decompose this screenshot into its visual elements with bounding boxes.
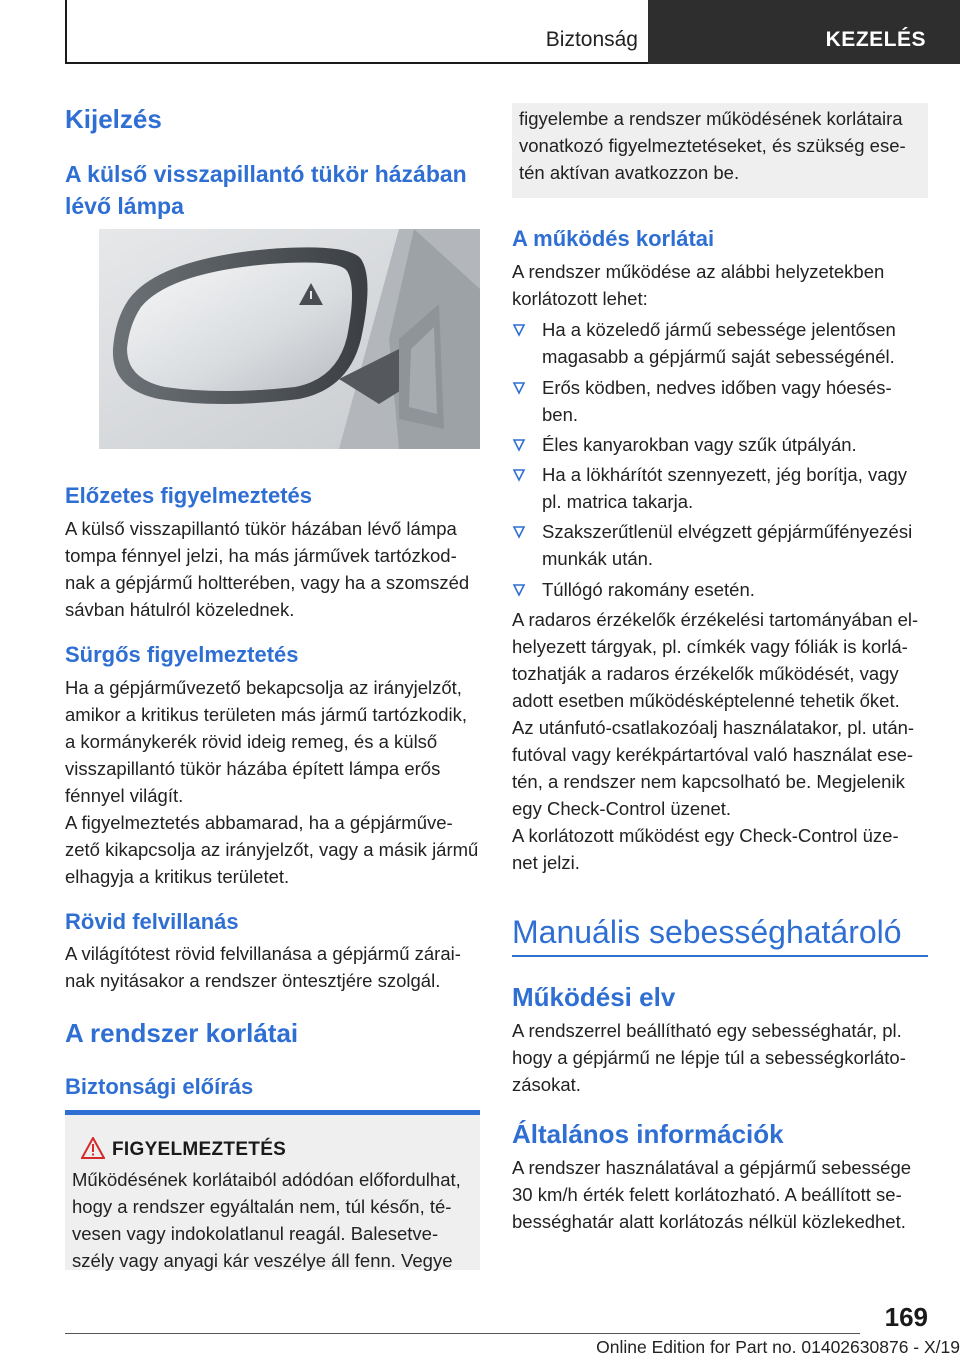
warning-box-continued: [512, 103, 928, 198]
footer-rule: [65, 1333, 860, 1334]
paragraph-surgos-2: A figyelmeztetés abbamarad, ha a gépjárműve- zető kikapcsolja az irányjelzőt, vagy a másik jármű elhagyja a kritikus területet.: [65, 812, 479, 887]
heading-kijelzes: Kijelzés: [65, 104, 162, 134]
mirror-photo: [99, 229, 480, 449]
heading-rendszer-korlatai: A rendszer korlátai: [65, 1018, 299, 1048]
list-item: Éles kanyarokban vagy szűk útpályán.: [512, 431, 928, 458]
heading-elozetes: Előzetes figyelmeztetés: [65, 483, 312, 508]
warning-box: [65, 1115, 480, 1270]
warning-title: FIGYELMEZTETÉS: [112, 1139, 287, 1160]
warning-text: Működésének korlátaiból adódóan előfordulhat, hogy a rendszer egyáltalán nem, túl későn, té- vesen vagy indokolatlanul reagál. Balesetve- szély vagy anyagi kár veszélye áll fenn. Vegye: [72, 1169, 461, 1271]
warning-text-continued: figyelembe a rendszer működésének korlátaira vonatkozó figyelmeztetéseket, és szükség ese- tén aktívan avatkozzon be.: [519, 108, 906, 183]
paragraph-rovid: A világítótest rövid felvillanása a gépjármű zárai- nak nyitásakor a rendszer öntesztjére szolgál.: [65, 943, 461, 991]
heading-surgos: Sürgős figyelmeztetés: [65, 642, 299, 667]
list-item: Túllógó rakomány esetén.: [512, 576, 928, 603]
heading-mukodes-korlatai: A működés korlátai: [512, 226, 715, 251]
heading-underline: [512, 955, 928, 957]
paragraph-surgos-1: Ha a gépjárművezető bekapcsolja az irányjelzőt, amikor a kritikus területen más jármű tartózkodik, a kormánykerék rövid ideig remeg, és a külső visszapillantó tükör házába épített lámpa erős fénnyel világít.: [65, 677, 467, 806]
paragraph-elozetes: A külső visszapillantó tükör házában lévő lámpa tompa fénnyel jelzi, ha más járművek tartózkod- nak a gépjármű holtterében, vagy ha a szomszéd sávban hátulról közelednek.: [65, 518, 470, 620]
list-item: Ha a közeledő jármű sebessége jelentősen magasabb a gépjármű saját sebességénél.: [512, 316, 928, 370]
list-item: Szakszerűtlenül elvégzett gépjárműfényezési munkák után.: [512, 518, 928, 572]
paragraph-utanfuto: Az utánfutó-csatlakozóalj használatakor, pl. után- futóval vagy kerékpártartóval való használat ese- tén, a rendszer nem kapcsolható be. Megjelenik egy Check-Control üzenet.: [512, 717, 915, 819]
paragraph-elv: A rendszerrel beállítható egy sebességhatár, pl. hogy a gépjármű ne lépje túl a sebességkorláto- zásokat.: [512, 1020, 906, 1095]
warning-triangle-icon: [81, 1137, 105, 1164]
header-section-title: Biztonság: [545, 28, 638, 51]
heading-altalanos: Általános információk: [512, 1119, 784, 1149]
footer-edition: Online Edition for Part no. 01402630876 - X/19: [596, 1337, 960, 1357]
list-item: Ha a lökhárítót szennyezett, jég borítja, vagy pl. matrica takarja.: [512, 461, 928, 515]
paragraph-mukodes: A rendszer működése az alábbi helyzetekben korlátozott lehet:: [512, 261, 885, 309]
heading-mukodesi-elv: Működési elv: [512, 982, 676, 1012]
list-item: Erős ködben, nedves időben vagy hóesés- ben.: [512, 374, 928, 428]
bullet-triangle-icon: [512, 468, 526, 482]
header-bottom-rule: [65, 62, 648, 64]
bullet-triangle-icon: [512, 323, 526, 337]
paragraph-altalanos: A rendszer használatával a gépjármű sebessége 30 km/h érték felett korlátozható. A beállított se- bességhatár alatt korlátozás nélkül közlekedhet.: [512, 1157, 912, 1232]
bullet-triangle-icon: [512, 583, 526, 597]
paragraph-korlatozott: A korlátozott működést egy Check-Control üze- net jelzi.: [512, 825, 899, 873]
mirror-illustration-icon: [99, 229, 480, 449]
bullet-triangle-icon: [512, 438, 526, 452]
page-number: 169: [884, 1302, 928, 1332]
heading-biztonsagi: Biztonsági előírás: [65, 1074, 254, 1099]
header-chapter-title: KEZELÉS: [825, 28, 926, 51]
heading-mirror-lamp: A külső visszapillantó tükör házában lévő lámpa: [65, 161, 467, 219]
paragraph-radar: A radaros érzékelők érzékelési tartományában el- helyezett tárgyak, pl. címkék vagy fóliák is korlá- tozhatják a radaros érzékelők működését, vagy adott esetben működésképtelenné tehetik őket.: [512, 609, 919, 711]
bullet-triangle-icon: [512, 381, 526, 395]
bullet-triangle-icon: [512, 525, 526, 539]
heading-rovid: Rövid felvillanás: [65, 909, 239, 934]
header-left-rule: [65, 0, 67, 64]
heading-manualis-sebessegkorlatozo: Manuális sebességhatároló: [512, 914, 902, 950]
